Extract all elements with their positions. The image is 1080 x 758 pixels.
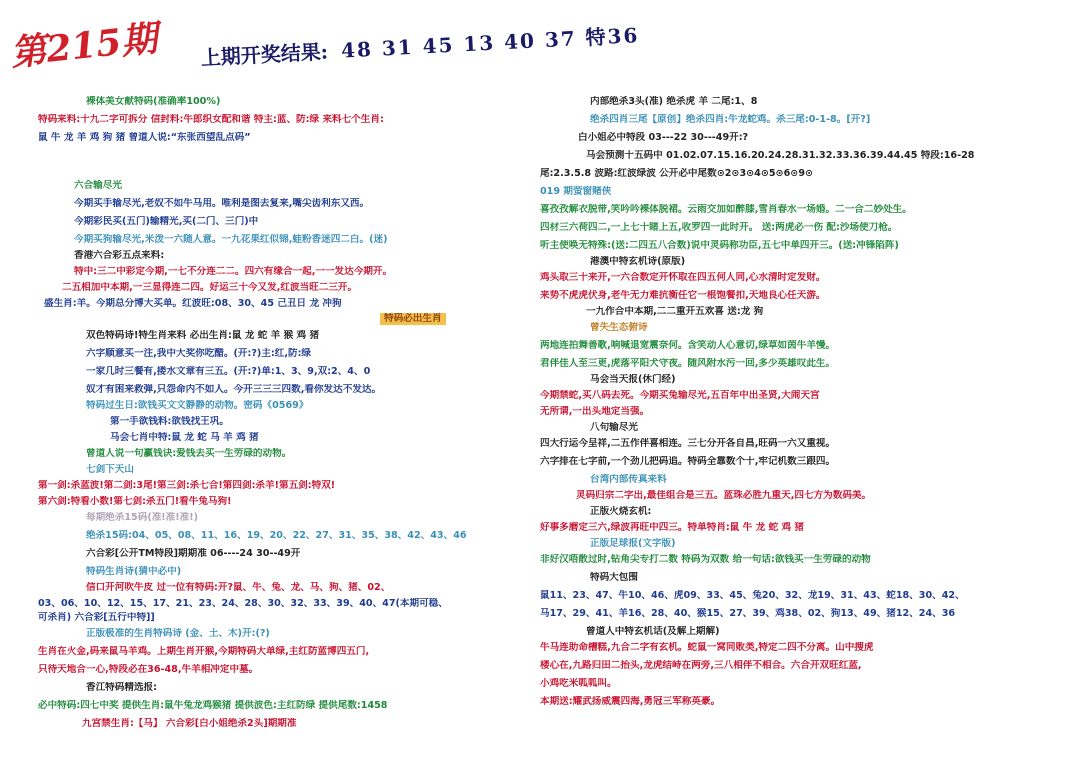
left-text-line: 二五相加中本期,一三显得连二四。好运三十今又发,红波当旺二三开。 (62, 282, 358, 293)
left-text-line: 第一手欲钱料:欲钱找王巩。 (110, 416, 229, 427)
left-text-line: 只待天地合一心,特段必在36-48,牛羊相冲定中墓。 (38, 664, 259, 675)
left-text-line: 特码必出生肖 (380, 313, 446, 325)
right-text-line: 正版火烧玄机: (590, 506, 652, 517)
right-text-line: 019 期萤窗赌侠 (540, 186, 612, 197)
last-result (200, 19, 640, 71)
left-text-line: 特码来料:十九二字可拆分 信封料:牛郎织女配和谐 特主:蓝、防:绿 来料七个生肖: (38, 114, 384, 125)
right-text-line: 台湾内部传真来料 (590, 474, 667, 485)
left-text-line: 可杀肖) 六合彩[五行中特]] (38, 612, 155, 623)
left-text-line: 鼠 牛 龙 羊 鸡 狗 猪 曾道人说:“东张西望乱点码” (38, 132, 251, 143)
left-text-line: 双色特码诗!特生肖来料 必出生肖:鼠 龙 蛇 羊 猴 鸡 猪 (86, 330, 320, 341)
left-text-line: 马会七肖中特:鼠 龙 蛇 马 羊 鸡 猪 (110, 432, 259, 443)
right-text-line: 马会预测十五码中 01.02.07.15.16.20.24.28.31.32.33.36.39.44.45 特段:16-28 (586, 150, 975, 161)
right-text-line: 无所谓,一出头地定当强。 (540, 406, 650, 417)
right-text-line: 喜孜孜解衣脱带,笑吟吟裸体脱裙。云雨交加如醉膝,雪肖春水一场婚。二一合二妙处生。 (540, 204, 912, 215)
left-text-line: 第一剑:杀蓝波!第二剑:3尾!第三剑:杀七合!第四剑:杀羊!第五剑:特双! (38, 480, 336, 491)
left-text-line: 今期买手输尽光,老奴不如牛马用。唯利是图去复来,嘴尖齿利东又西。 (74, 198, 370, 209)
left-text-line: 今期彩民买(五门)输精光,买(二门、三门)中 (74, 216, 259, 227)
left-text-line: 奴才有困来救弹,只怨命内不如人。今开三三三四数,看你发达不发达。 (86, 384, 382, 395)
left-text-line: 每期绝杀15码(准!准!准!) (86, 512, 198, 523)
right-text-line: 牛马连助命槽糕,九合二字有玄机。蛇鼠一窝同败类,特定二四不分离。山中搜虎 (540, 642, 874, 653)
issue-number: 第215期 (8, 17, 160, 75)
right-text-line: 八句输尽光 (590, 422, 638, 433)
left-text-line: 一家几时三餐有,搂水文章有三五。(开:?)单:1、3、9,双:2、4、0 (86, 366, 371, 377)
right-text-line: 小鸡吃米呱呱叫。 (540, 678, 617, 689)
right-text-line: 两地连拍舞善歌,响喊退宽震奈何。含笑动人心意切,绿草如茵牛羊慢。 (540, 340, 836, 351)
right-text-line: 港澳中特玄机诗(原版) (590, 256, 686, 267)
right-text-line: 马17、29、41、羊16、28、40、猴15、27、39、鸡38、02、狗13、49、猪12、24、36 (540, 608, 956, 619)
right-text-line: 鸡头取三十来开,一六合数定开怀取在四五何人同,心水清时定发财。 (540, 272, 826, 283)
left-text-line: 今期买狗输尽光,米泼一六随人意。一九花果红似锦,蛙粉香迷四二白。(迷) (74, 234, 388, 245)
left-text-line: 曾道人说一句赢钱诀:爱钱去买一生劳碌的动物。 (86, 448, 292, 459)
left-text-line: 正版极准的生肖特码诗 (金、土、木)开:(?) (86, 628, 270, 639)
right-text-line: 尾:2.3.5.8 波路:红波绿波 公开必中尾数⊙2⊙3⊙4⊙5⊙6⊙9⊙ (540, 168, 814, 179)
right-text-line: 好事多磨定三六,绿波再旺中四三。特单特肖:鼠 牛 龙 蛇 鸡 猪 (540, 522, 805, 533)
left-text-line: 九宫禁生肖:【马】 六合彩[白小姐绝杀2头]期期准 (82, 718, 297, 729)
left-text-line: 绝杀15码:04、05、08、11、16、19、20、22、27、31、35、38、42、43、46 (86, 530, 467, 541)
left-text-line: 六合输尽光 (74, 180, 122, 191)
left-text-line: 六合彩[公开TM特段]期期准 06----24 30--49开 (86, 548, 301, 559)
right-text-line: 曾道人中特玄机话(及解上期解) (586, 626, 720, 637)
left-text-line: 特码生肖诗(猜中必中) (86, 566, 182, 577)
right-text-line: 听主使唤无特殊:(送:二四五八合数)说中灵码称功臣,五七中单四开三。(送:冲锋陷阵) (540, 240, 899, 251)
right-text-line: 曾失生态俯诗 (590, 322, 648, 333)
right-text-line: 四材三六荷四二,一上七十睹上五,收罗四一此时开。 送:两虎必一伤 配:沙场使刀枪。 (540, 222, 898, 233)
right-text-line: 君伴佳人至三更,虎落平阳犬守夜。随风附水污一回,多少英雄叹此生。 (540, 358, 836, 369)
right-text-line: 正版足球报(文字版) (590, 538, 676, 549)
left-text-line: 必中特码:四七中奖 提供生肖:鼠牛兔龙鸡猴猪 提供波色:主红防绿 提供尾数:1458 (38, 700, 388, 711)
right-text-line: 四大行运今呈祥,二五作伴喜相连。三七分开各自昌,旺码一六又重视。 (540, 438, 836, 449)
left-text-line: 03、06、10、12、15、17、21、23、24、28、30、32、33、39、40、47(本期可稳、 (38, 598, 448, 609)
left-text-line: 生肖在火金,码来鼠马羊鸡。上期生肖开猴,今期特码大单绿,主红防蓝博四五门, (38, 646, 370, 657)
left-text-line: 特码过生日:欲钱买文文静静的动物。密码《0569》 (86, 400, 309, 411)
right-text-line: 白小姐必中特段 03---22 30---49开:? (578, 132, 749, 143)
right-text-line: 特码大包围 (590, 572, 638, 583)
left-text-line: 裸体美女献特码(准确率100%) (86, 96, 221, 107)
left-text-line: 香港六合彩五点来料: (74, 250, 165, 261)
right-text-line: 鼠11、23、47、牛10、46、虎09、33、45、兔20、32、龙19、31、43、蛇18、30、42、 (540, 590, 965, 601)
right-text-line: 绝杀四肖三尾【原创】绝杀四肖:牛龙蛇鸡。杀三尾:0-1-8。[开?] (590, 114, 871, 125)
right-text-line: 非好汉唔散过时,钻角尖专打二数 特码为双数 给一句话:欲钱买一生劳碌的动物 (540, 554, 871, 565)
right-text-line: 内部绝杀3头(准) 绝杀虎 羊 二尾:1、8 (590, 96, 758, 107)
right-text-line: 马会当天报(休门经) (590, 374, 676, 385)
right-text-line: 一九作合中本期,二二重开五欢喜 送:龙 狗 (586, 306, 764, 317)
left-text-line: 七剑下天山 (86, 464, 134, 475)
left-text-line: 特中:三二中彩定今期,一七不分连二二。四六有缘合一起,一一发达今期开。 (74, 266, 393, 277)
left-text-line: 第六剑:特看小数!第七剑:杀五门!看牛兔马狗! (38, 496, 232, 507)
left-text-line: 六字顺意买一注,我中大奖你吃醋。(开:?)主:红,防:绿 (86, 348, 312, 359)
left-text-line: 香江特码精选报: (86, 682, 157, 693)
right-text-line: 楼心在,九路归田二抬头,龙虎结峙在两旁,三八相伴不相合。六合开双旺红蓝, (540, 660, 862, 671)
right-text-line: 来势不虎虎伏身,老牛无力难抗衡任它一根饱餐扣,天地良心任天游。 (540, 290, 826, 301)
right-text-line: 今期禁蛇,买八码去死。今期买兔输尽光,五百年中出圣贤,大闹天宫 (540, 390, 820, 401)
left-text-line: 盛生肖:羊。今期总分博大买单。红波旺:08、30、45 己丑日 龙 冲狗 (44, 298, 342, 309)
right-text-line: 灵码归宗二字出,最佳组合是三五。蓝珠必胜九重天,四七方为数码美。 (576, 490, 872, 501)
right-text-line: 本期送:耀武扬威震四海,勇冠三军称英豪。 (540, 696, 721, 707)
right-text-line: 六字排在七字前,一个劲儿把码追。特码全靠数个十,牢记机数三跟四。 (540, 456, 836, 467)
last-result-label: 上期开奖结果: (200, 39, 329, 70)
left-text-line: 信口开河吹牛皮 过一位有特码:开?鼠、牛、兔、龙、马、狗、猪、02、 (86, 582, 391, 593)
last-result-numbers: 48 31 45 13 40 37 特36 (340, 23, 640, 63)
